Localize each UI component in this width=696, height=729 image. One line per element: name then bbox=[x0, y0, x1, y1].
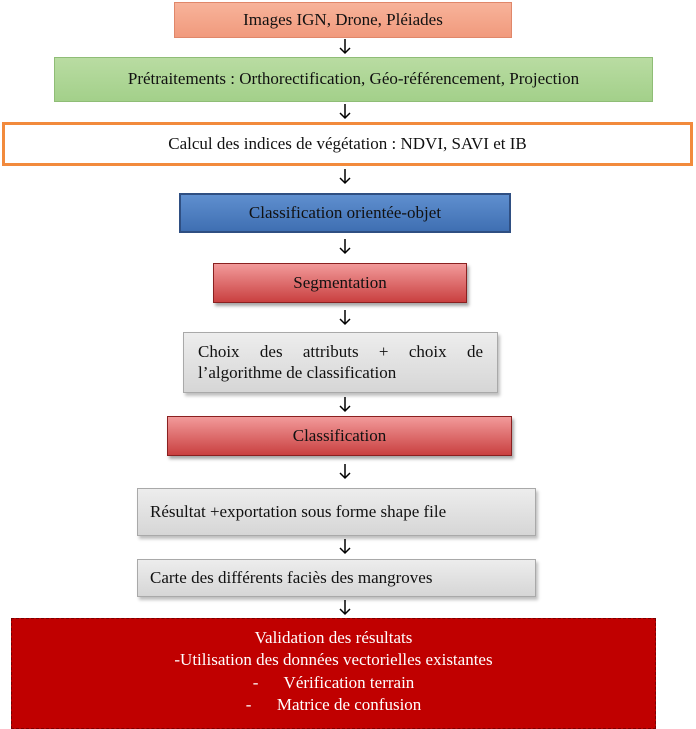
arrow-down-icon bbox=[339, 239, 351, 255]
step-choix-attributs-label: Choix des attributs + choix de l’algorithme de classification bbox=[198, 342, 483, 382]
step-segmentation bbox=[213, 263, 467, 303]
step-resultat-export-label: Résultat +exportation sous forme shape file bbox=[150, 501, 447, 521]
step-resultat-export bbox=[137, 488, 536, 536]
step-images-sources bbox=[174, 2, 512, 38]
step-classification-label: Classification bbox=[292, 425, 387, 445]
step-segmentation-label: Segmentation bbox=[293, 272, 387, 292]
step-classification bbox=[167, 416, 512, 456]
step-pretraitements bbox=[54, 57, 653, 102]
arrow-down-icon bbox=[339, 169, 351, 185]
arrow-down-icon bbox=[339, 464, 351, 480]
step-carte-facies bbox=[137, 559, 536, 597]
step-images-sources-label: Images IGN, Drone, Pléiades bbox=[243, 9, 443, 29]
arrow-down-icon bbox=[339, 104, 351, 120]
step-indices-vegetation-label: Calcul des indices de végétation : NDVI, SAVI et IB bbox=[168, 133, 527, 153]
step-validation bbox=[11, 618, 656, 729]
step-carte-facies-label: Carte des différents faciès des mangroves bbox=[150, 567, 433, 587]
step-classification-objet bbox=[179, 193, 511, 233]
validation-item-donnees: -Utilisation des données vectorielles existantes bbox=[174, 650, 493, 670]
validation-item-matrice: - Matrice de confusion bbox=[245, 695, 422, 715]
step-classification-objet-label: Classification orientée-objet bbox=[248, 202, 442, 222]
step-indices-vegetation bbox=[2, 122, 693, 166]
arrow-down-icon bbox=[339, 39, 351, 55]
arrow-down-icon bbox=[339, 539, 351, 555]
arrow-down-icon bbox=[339, 600, 351, 616]
validation-item-terrain: - Vérification terrain bbox=[252, 672, 415, 692]
step-choix-attributs bbox=[183, 332, 498, 393]
step-pretraitements-label: Prétraitements : Orthorectification, Géo-référencement, Projection bbox=[127, 69, 580, 89]
arrow-down-icon bbox=[339, 397, 351, 413]
validation-title: Validation des résultats bbox=[254, 628, 413, 647]
arrow-down-icon bbox=[339, 310, 351, 326]
